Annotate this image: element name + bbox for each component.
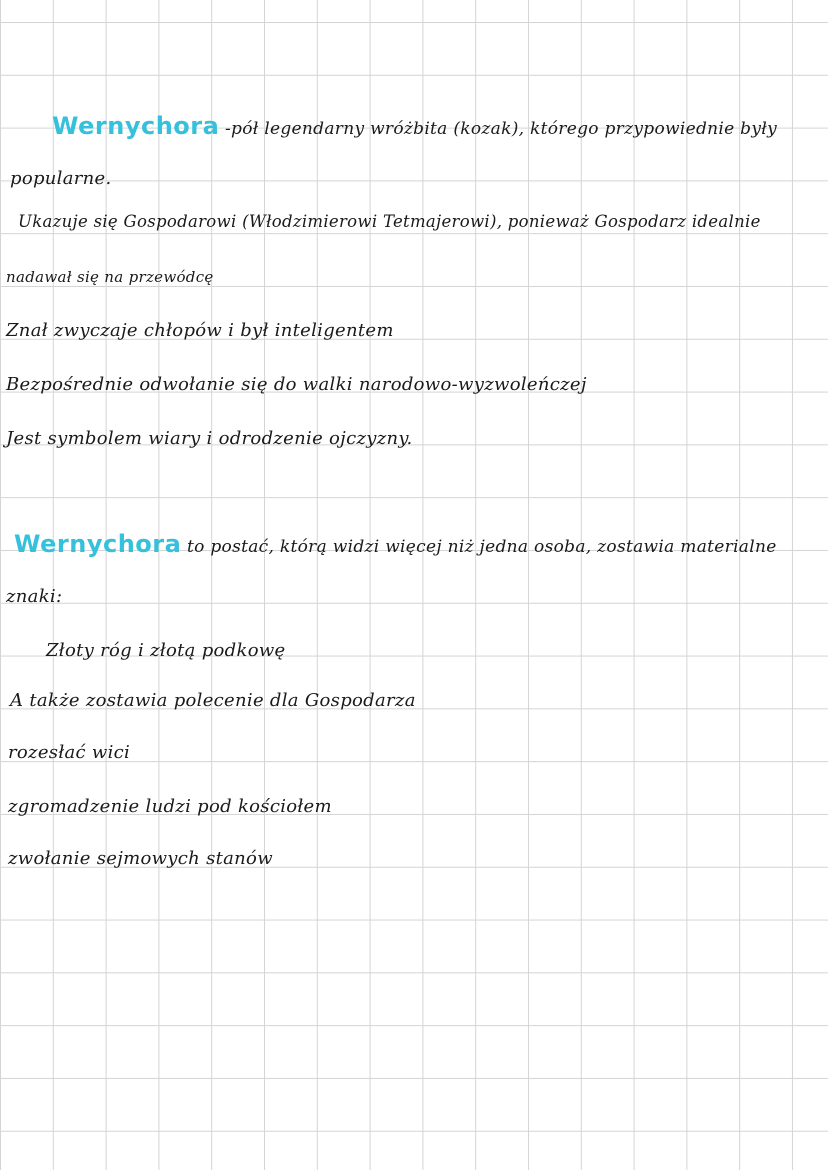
s1-line-4: nadawał się na przewódcę	[6, 268, 214, 286]
s2-line-2: znaki:	[6, 586, 63, 607]
s1-heading: Wernychora	[52, 112, 220, 140]
s1-line-6: Bezpośrednie odwołanie się do walki narodowo-wyzwoleńczej	[6, 374, 587, 395]
s1-line-1-text: -pół legendarny wróżbita (kozak), którego przypowiednie były	[219, 119, 777, 139]
s2-line-6: zgromadzenie ludzi pod kościołem	[8, 796, 332, 817]
s2-line-5: rozesłać wici	[8, 742, 131, 763]
s2-heading: Wernychora	[14, 530, 182, 558]
s1-line-5: Znał zwyczaje chłopów i był inteligentem	[6, 320, 394, 341]
s2-line-1-text: to postać, którą widzi więcej niż jedna osoba, zostawia materialne	[181, 537, 777, 557]
s2-line-1	[14, 530, 777, 558]
s2-line-3: Złoty róg i złotą podkowę	[46, 640, 286, 661]
s2-line-4: A także zostawia polecenie dla Gospodarza	[10, 690, 416, 711]
s1-line-7: Jest symbolem wiary i odrodzenie ojczyzny.	[6, 428, 413, 449]
s1-line-2: popularne.	[10, 168, 112, 189]
s2-line-7: zwołanie sejmowych stanów	[8, 848, 273, 869]
s1-line-1	[52, 112, 777, 140]
s1-line-3: Ukazuje się Gospodarowi (Włodzimierowi Tetmajerowi), ponieważ Gospodarz idealnie	[18, 212, 761, 231]
